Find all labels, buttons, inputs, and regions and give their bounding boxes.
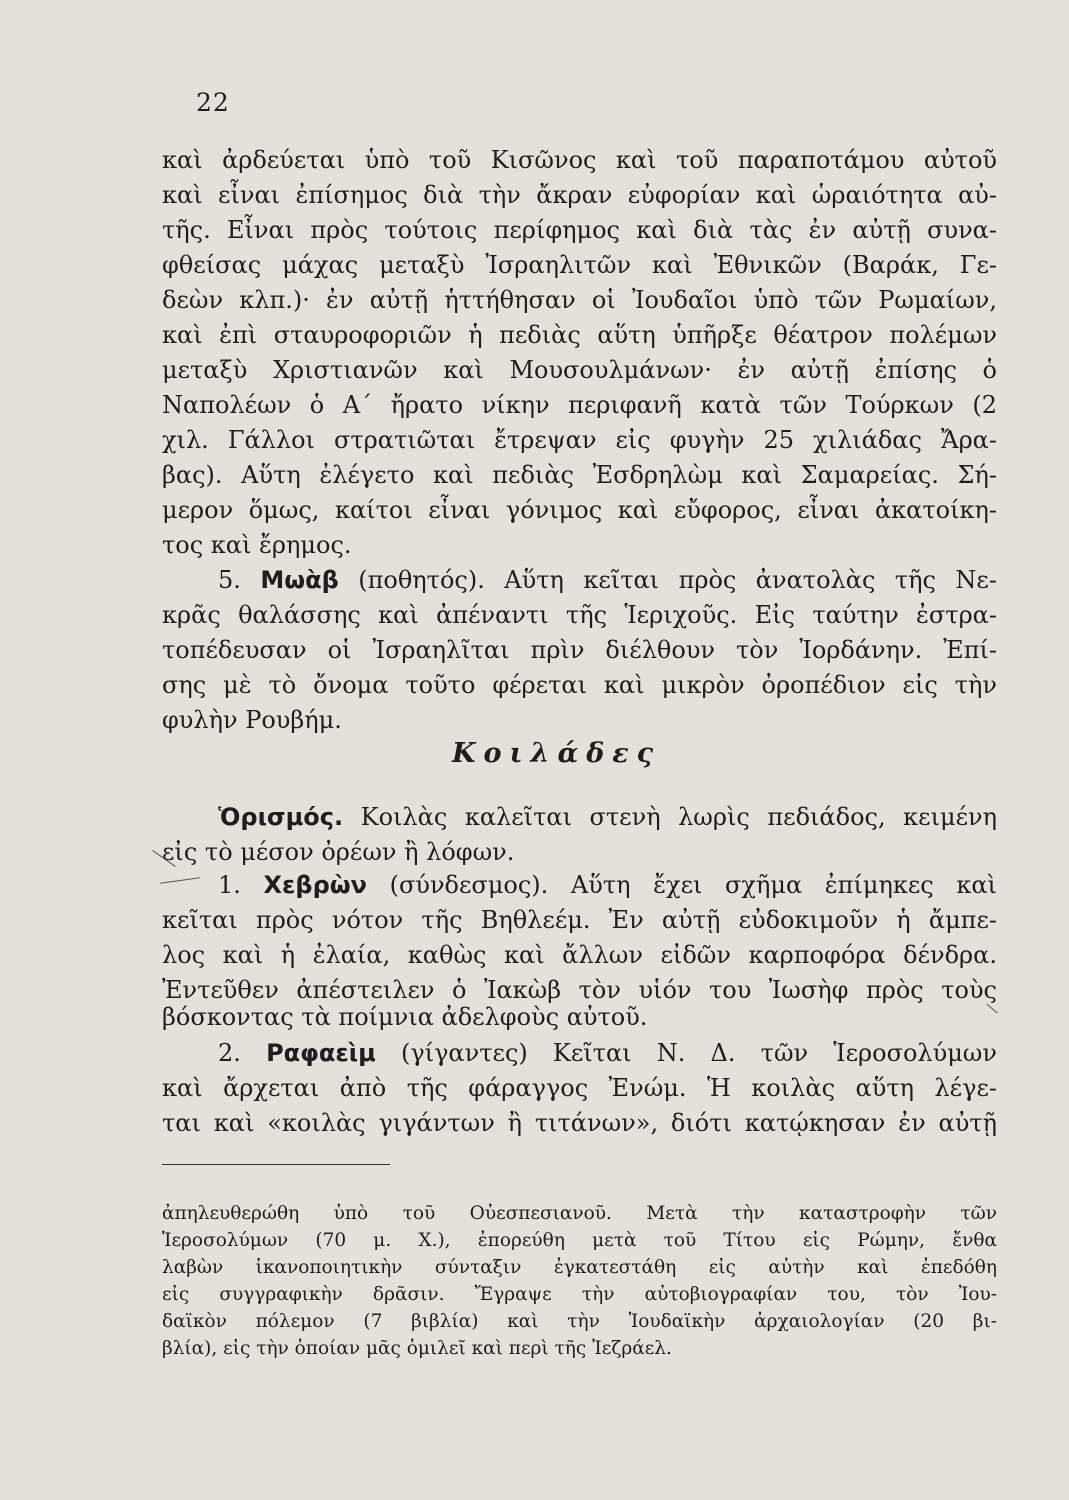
hebron-entry-first-line — [218, 868, 997, 903]
footnote-line: Ἱεροσολύμων (70 μ. Χ.), ἐπορεύθη μετὰ τοῦ Τίτου εἰς Ρώμην, ἔνθα — [162, 1230, 997, 1251]
body-line: μεταξὺ Χριστιανῶν καὶ Μουσουλμάνων· ἐν αὐτῇ ἐπίσης ὁ — [162, 356, 997, 384]
body-line: βας). Αὕτη ἐλέγετο καὶ πεδιὰς Ἐσδρηλὼμ καὶ Σαμαρείας. Σή- — [162, 461, 997, 489]
moab-entry-first-line — [218, 563, 997, 598]
rephaim-entry-first-line — [218, 1036, 997, 1071]
body-line: εἰς τὸ μέσον ὀρέων ἢ λόφων. — [162, 838, 515, 866]
section-heading: Κοιλάδες — [452, 738, 662, 769]
body-line: σης μὲ τὸ ὄνομα τοῦτο φέρεται καὶ μικρὸν ὀροπέδιον εἰς τὴν — [162, 671, 997, 699]
body-line: καὶ ἀρδεύεται ὑπὸ τοῦ Κισῶνος καὶ τοῦ παραποτάμου αὐτοῦ — [162, 146, 997, 174]
rephaim-text: (γίγαντες) Κεῖται Ν. Δ. τῶν Ἱεροσολύμων — [400, 1039, 997, 1067]
body-line: τῆς. Εἶναι πρὸς τούτοις περίφημος καὶ διὰ τὰς ἐν αὐτῇ συνα- — [162, 216, 997, 244]
body-line: βόσκοντας τὰ ποίμνια ἀδελφοὺς αὐτοῦ. — [162, 1003, 648, 1031]
body-line: καὶ ἄρχεται ἀπὸ τῆς φάραγγος Ἐνώμ. Ἡ κοιλὰς αὕτη λέγε- — [162, 1074, 997, 1102]
rephaim-term: Ραφαεὶμ — [266, 1039, 376, 1067]
body-line: κεῖται πρὸς νότον τῆς Βηθλεέμ. Ἐν αὐτῇ εὐδοκιμοῦν ἡ ἄμπε- — [162, 906, 997, 934]
body-line: μερον ὅμως, καίτοι εἶναι γόνιμος καὶ εὔφορος, εἶναι ἀκατοίκη- — [162, 496, 997, 524]
body-line: Ναπολέων ὁ Α΄ ἤρατο νίκην περιφανῆ κατὰ τῶν Τούρκων (2 — [162, 391, 997, 419]
moab-text: (ποθητός). Αὕτη κεῖται πρὸς ἀνατολὰς τῆς Νε- — [358, 566, 997, 594]
body-line: καὶ ἐπὶ σταυροφοριῶν ἡ πεδιὰς αὕτη ὑπῆρξε θέατρον πολέμων — [162, 321, 997, 349]
body-line: χιλ. Γάλλοι στρατιῶται ἔτρεψαν εἰς φυγὴν 25 χιλιάδας Ἄρα- — [162, 426, 997, 454]
hebron-number: 1. — [218, 871, 241, 899]
pencil-mark — [160, 877, 200, 884]
moab-number: 5. — [218, 566, 241, 594]
body-line: λος καὶ ἡ ἐλαία, καθὼς καὶ ἄλλων εἰδῶν καρποφόρα δένδρα. — [162, 941, 997, 969]
body-line: Ἐντεῦθεν ἀπέστειλεν ὁ Ἰακὼβ τὸν υἱόν του Ἰωσὴφ πρὸς τοὺς — [162, 976, 997, 1004]
footnote-rule — [162, 1164, 390, 1165]
body-line: φυλὴν Ρουβήμ. — [162, 706, 342, 734]
body-line: τος καὶ ἔρημος. — [162, 531, 352, 559]
body-line: τοπέδευσαν οἱ Ἰσραηλῖται πρὶν διέλθουν τὸν Ἰορδάνην. Ἐπί- — [162, 636, 997, 664]
moab-term: Μωὰβ — [260, 566, 339, 594]
body-line: φθείσας μάχας μεταξὺ Ἰσραηλιτῶν καὶ Ἐθνικῶν (Βαράκ, Γε- — [162, 251, 997, 279]
definition-text: Κοιλὰς καλεῖται στενὴ λωρὶς πεδιάδος, κειμένη — [360, 803, 997, 831]
footnote-line: ἀπηλευθερώθη ὑπὸ τοῦ Οὐεσπεσιανοῦ. Μετὰ τὴν καταστροφὴν τῶν — [162, 1203, 997, 1224]
definition-first-line — [218, 800, 997, 835]
footnote-line: εἰς συγγραφικὴν δρᾶσιν. Ἔγραψε τὴν αὐτοβιογραφίαν του, τὸν Ἰου- — [162, 1284, 997, 1305]
page-number: 22 — [196, 88, 230, 117]
body-line: ται καὶ «κοιλὰς γιγάντων ἢ τιτάνων», διότι κατῴκησαν ἐν αὐτῇ — [162, 1109, 997, 1137]
body-line: καὶ εἶναι ἐπίσημος διὰ τὴν ἄκραν εὐφορίαν καὶ ὡραιότητα αὐ- — [162, 181, 997, 209]
body-line: δεὼν κλπ.)· ἐν αὐτῇ ἡττήθησαν οἱ Ἰουδαῖοι ὑπὸ τῶν Ρωμαίων, — [162, 286, 997, 314]
footnote-line: λαβὼν ἱκανοποιητικὴν σύνταξιν ἐγκατεστάθη εἰς αὐτὴν καὶ ἐπεδόθη — [162, 1257, 997, 1278]
footnote-line: δαϊκὸν πόλεμον (7 βιβλία) καὶ τὴν Ἰουδαϊκὴν ἀρχαιολογίαν (20 βι- — [162, 1311, 997, 1332]
definition-term: Ὁρισμός. — [218, 803, 344, 831]
footnote-line: βλία), εἰς τὴν ὁποίαν μᾶς ὁμιλεῖ καὶ περὶ τῆς Ἰεζράελ. — [162, 1338, 672, 1359]
rephaim-number: 2. — [218, 1039, 241, 1067]
body-line: κρᾶς θαλάσσης καὶ ἀπέναντι τῆς Ἱεριχοῦς. Εἰς ταύτην ἐστρα- — [162, 601, 997, 629]
hebron-text: (σύνδεσμος). Αὕτη ἔχει σχῆμα ἐπίμηκες καὶ — [389, 871, 997, 899]
hebron-term: Χεβρὼν — [263, 871, 367, 899]
